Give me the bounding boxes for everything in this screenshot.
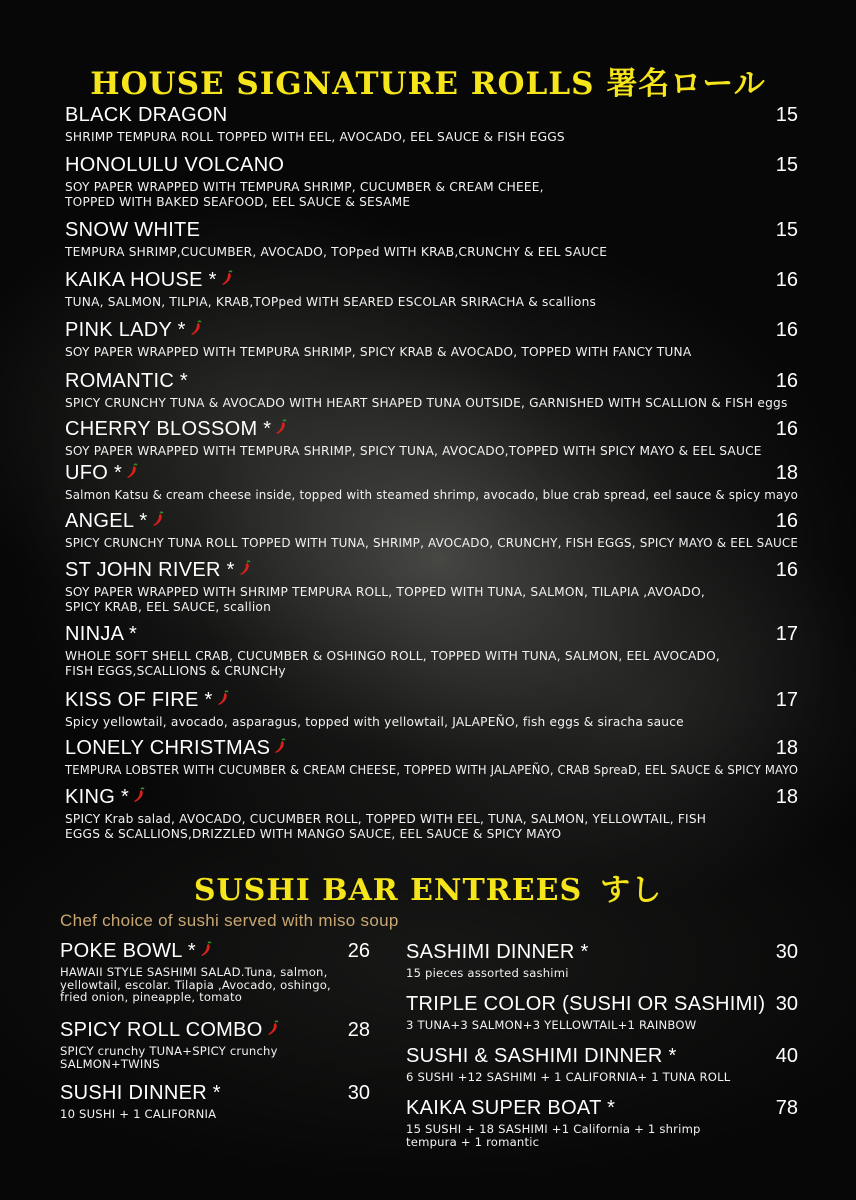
menu-item [65,462,798,510]
item-name [65,623,137,646]
raw-indicator-star: * [123,623,138,645]
chili-pepper-icon [125,462,139,485]
item-price: 17 [775,689,798,711]
item-price: 18 [775,786,798,808]
menu-item [65,219,798,267]
item-name-text: NINJA [65,623,124,645]
item-name [406,1045,677,1068]
description-line: Salmon Katsu & cream cheese inside, topped with steamed shrimp, avocado, blue crab spread, eel sauce & spicy mayo [65,488,799,502]
item-price: 30 [775,941,798,963]
item-description [65,295,798,310]
description-line: 15 SUSHI + 18 SASHIMI +1 California + 1 shrimp [406,1122,701,1136]
menu-item [406,941,798,991]
description-line: 3 TUNA+3 SALMON+3 YELLOWTAIL+1 RAINBOW [406,1018,697,1032]
menu-item [65,689,798,737]
item-description [65,444,798,459]
description-line: TUNA, SALMON, TILPIA, KRAB,TOPped WITH SEARED ESCOLAR SRIRACHA & scallions [65,295,597,309]
raw-indicator-star: * [257,418,272,440]
description-line: FISH EGGS,SCALLIONS & CRUNCHy [65,664,286,678]
item-name-text: ANGEL [65,510,134,532]
item-price: 15 [775,154,798,176]
menu-item [65,510,798,558]
item-description [65,763,798,778]
item-price: 18 [775,737,798,759]
item-name-text: SUSHI DINNER [60,1082,207,1104]
item-description [60,1108,370,1121]
section-title-japanese: 署名ロール [606,66,766,102]
chili-pepper-icon [274,418,288,441]
section-title: SUSHI BAR ENTREES [193,873,583,908]
item-name [65,786,146,809]
item-name [65,559,252,582]
item-price: 26 [347,940,370,962]
item-price: 16 [775,319,798,341]
item-name-text: POKE BOWL [60,940,182,962]
raw-indicator-star: * [206,1082,221,1104]
item-name-text: BLACK DRAGON [65,104,228,126]
menu-item [406,1045,798,1095]
item-name [65,319,203,342]
item-name-text: SASHIMI DINNER [406,941,575,963]
item-name [65,418,288,441]
description-line: TEMPURA LOBSTER WITH CUCUMBER & CREAM CHEESE, TOPPED WITH JALAPEÑO, CRAB SpreaD, EEL SAUCE & SPICY MAYO [65,763,799,777]
raw-indicator-star: * [174,370,189,392]
description-line: tempura + 1 romantic [406,1134,540,1149]
item-name-text: CHERRY BLOSSOM [65,418,258,440]
item-name [406,941,589,964]
description-line: SPICY KRAB, EEL SAUCE, scallion [65,600,272,614]
item-price: 78 [775,1097,798,1119]
chili-pepper-icon [189,319,203,342]
menu-item [60,1082,370,1142]
description-line: fried onion, pineapple, tomato [60,990,243,1004]
item-name-text: PINK LADY [65,319,172,341]
chili-pepper-icon [216,689,230,712]
item-description [60,1045,370,1070]
menu-item [65,737,798,785]
description-line: SPICY crunchy TUNA+SPICY crunchy [60,1044,278,1058]
item-price: 16 [775,269,798,291]
description-line: 10 SUSHI + 1 CALIFORNIA [60,1107,217,1121]
menu-item [65,269,798,317]
section-title-japanese: すし [600,873,663,908]
item-price: 30 [347,1082,370,1104]
item-price: 16 [775,370,798,392]
item-price: 18 [775,462,798,484]
description-line: SPICY CRUNCHY TUNA ROLL TOPPED WITH TUNA, SHRIMP, AVOCADO, CRUNCHY, FISH EGGS, SPICY MAYO & EEL SAUCE [65,536,799,550]
menu-item [60,1019,370,1079]
menu-item [65,623,798,678]
item-description [65,180,798,210]
raw-indicator-star: * [220,559,235,581]
menu-item [65,104,798,152]
item-description [65,715,798,730]
item-description [406,1019,798,1032]
item-name-text: KING [65,786,116,808]
description-line: SPICY Krab salad, AVOCADO, CUCUMBER ROLL, TOPPED WITH EEL, TUNA, SALMON, YELLOWTAIL, FISH [65,812,707,826]
section-subtitle: Chef choice of sushi served with miso soup [60,911,399,930]
item-name [65,737,287,760]
description-line: HAWAII STYLE SASHIMI SALAD.Tuna, salmon, [60,965,328,979]
item-name-text: KAIKA HOUSE [65,269,203,291]
item-description [406,1071,798,1084]
description-line: TOPPED WITH BAKED SEAFOOD, EEL SAUCE & SESAME [65,195,411,209]
raw-indicator-star: * [108,462,123,484]
chili-pepper-icon [199,940,213,963]
item-description [65,585,798,615]
item-description [65,130,798,145]
item-price: 16 [775,559,798,581]
raw-indicator-star: * [133,510,148,532]
description-line: yellowtail, escolar. Tilapia ,Avocado, oshingo, [60,977,331,992]
raw-indicator-star: * [115,786,130,808]
section-title: HOUSE SIGNATURE ROLLS [90,66,595,102]
item-description [65,812,798,842]
menu-item [65,559,798,614]
item-description [65,396,798,411]
menu-item [65,154,798,209]
item-name [65,510,165,533]
description-line: EGGS & SCALLIONS,DRIZZLED WITH MANGO SAUCE, EEL SAUCE & SPICY MAYO [65,827,562,841]
item-name [65,154,284,177]
item-name-text: SNOW WHITE [65,219,201,241]
menu-item [65,418,798,466]
item-price: 16 [775,418,798,440]
item-name-text: ROMANTIC [65,370,175,392]
chili-pepper-icon [273,737,287,760]
item-name [65,219,200,242]
item-name [60,1019,280,1042]
menu-item [406,1097,798,1147]
raw-indicator-star: * [171,319,186,341]
item-name [65,462,139,485]
item-name [65,269,234,292]
item-name-text: HONOLULU VOLCANO [65,154,285,176]
description-line: SHRIMP TEMPURA ROLL TOPPED WITH EEL, AVOCADO, EEL SAUCE & FISH EGGS [65,130,565,144]
menu-item [60,940,370,1004]
item-description [65,649,798,679]
item-name [65,689,230,712]
item-name [65,370,188,393]
chili-pepper-icon [151,510,165,533]
item-price: 30 [775,993,798,1015]
item-price: 15 [775,219,798,241]
raw-indicator-star: * [574,941,589,963]
item-price: 40 [775,1045,798,1067]
description-line: 6 SUSHI +12 SASHIMI + 1 CALIFORNIA+ 1 TUNA ROLL [406,1070,731,1084]
item-name [406,993,765,1016]
section-heading-signature-rolls [0,58,856,103]
item-name [60,1082,221,1105]
menu-item [406,993,798,1043]
description-line: SOY PAPER WRAPPED WITH TEMPURA SHRIMP, SPICY TUNA, AVOCADO,TOPPED WITH SPICY MAYO & EEL SAUCE [65,444,762,458]
description-line: Spicy yellowtail, avocado, asparagus, topped with yellowtail, JALAPEÑO, fish eggs & siracha sauce [65,715,684,729]
item-description [60,966,370,1004]
description-line: WHOLE SOFT SHELL CRAB, CUCUMBER & OSHINGO ROLL, TOPPED WITH TUNA, SALMON, EEL AVOCADO, [65,649,720,663]
section-heading-sushi-bar [0,865,856,909]
raw-indicator-star: * [182,940,196,962]
chili-pepper-icon [220,269,234,292]
item-price: 17 [775,623,798,645]
description-line: 15 pieces assorted sashimi [406,966,569,980]
item-description [406,967,798,980]
item-name-text: LONELY CHRISTMAS [65,737,271,759]
chili-pepper-icon [238,559,252,582]
item-name-text: KAIKA SUPER BOAT [406,1097,602,1119]
item-price: 16 [775,510,798,532]
chili-pepper-icon [132,786,146,809]
item-name [60,940,213,963]
raw-indicator-star: * [662,1045,677,1067]
raw-indicator-star: * [202,269,217,291]
description-line: SALMON+TWINS [60,1056,160,1071]
chili-pepper-icon [266,1019,280,1042]
menu-item [65,319,798,367]
item-name [65,104,228,127]
item-name-text: ST JOHN RIVER [65,559,221,581]
item-description [65,536,798,551]
raw-indicator-star: * [601,1097,616,1119]
item-price: 28 [347,1019,370,1041]
item-description [65,488,798,503]
description-line: SOY PAPER WRAPPED WITH TEMPURA SHRIMP, CUCUMBER & CREAM CHEEE, [65,180,544,194]
item-description [65,345,798,360]
raw-indicator-star: * [198,689,213,711]
item-name-text: KISS OF FIRE [65,689,199,711]
item-name [406,1097,615,1120]
item-price: 15 [775,104,798,126]
description-line: SOY PAPER WRAPPED WITH SHRIMP TEMPURA ROLL, TOPPED WITH TUNA, SALMON, TILAPIA ,AVOADO, [65,585,706,599]
item-name-text: SUSHI & SASHIMI DINNER [406,1045,663,1067]
menu-item [65,786,798,841]
item-name-text: SPICY ROLL COMBO [60,1019,263,1041]
item-name-text: UFO [65,462,109,484]
item-description [65,245,798,260]
description-line: TEMPURA SHRIMP,CUCUMBER, AVOCADO, TOPped WITH KRAB,CRUNCHY & EEL SAUCE [65,245,608,259]
description-line: SPICY CRUNCHY TUNA & AVOCADO WITH HEART SHAPED TUNA OUTSIDE, GARNISHED WITH SCALLION & FISH eggs [65,396,788,410]
menu-item [65,370,798,418]
description-line: SOY PAPER WRAPPED WITH TEMPURA SHRIMP, SPICY KRAB & AVOCADO, TOPPED WITH FANCY TUNA [65,345,692,359]
item-description [406,1123,798,1148]
item-name-text: TRIPLE COLOR (SUSHI OR SASHIMI) [406,993,766,1015]
